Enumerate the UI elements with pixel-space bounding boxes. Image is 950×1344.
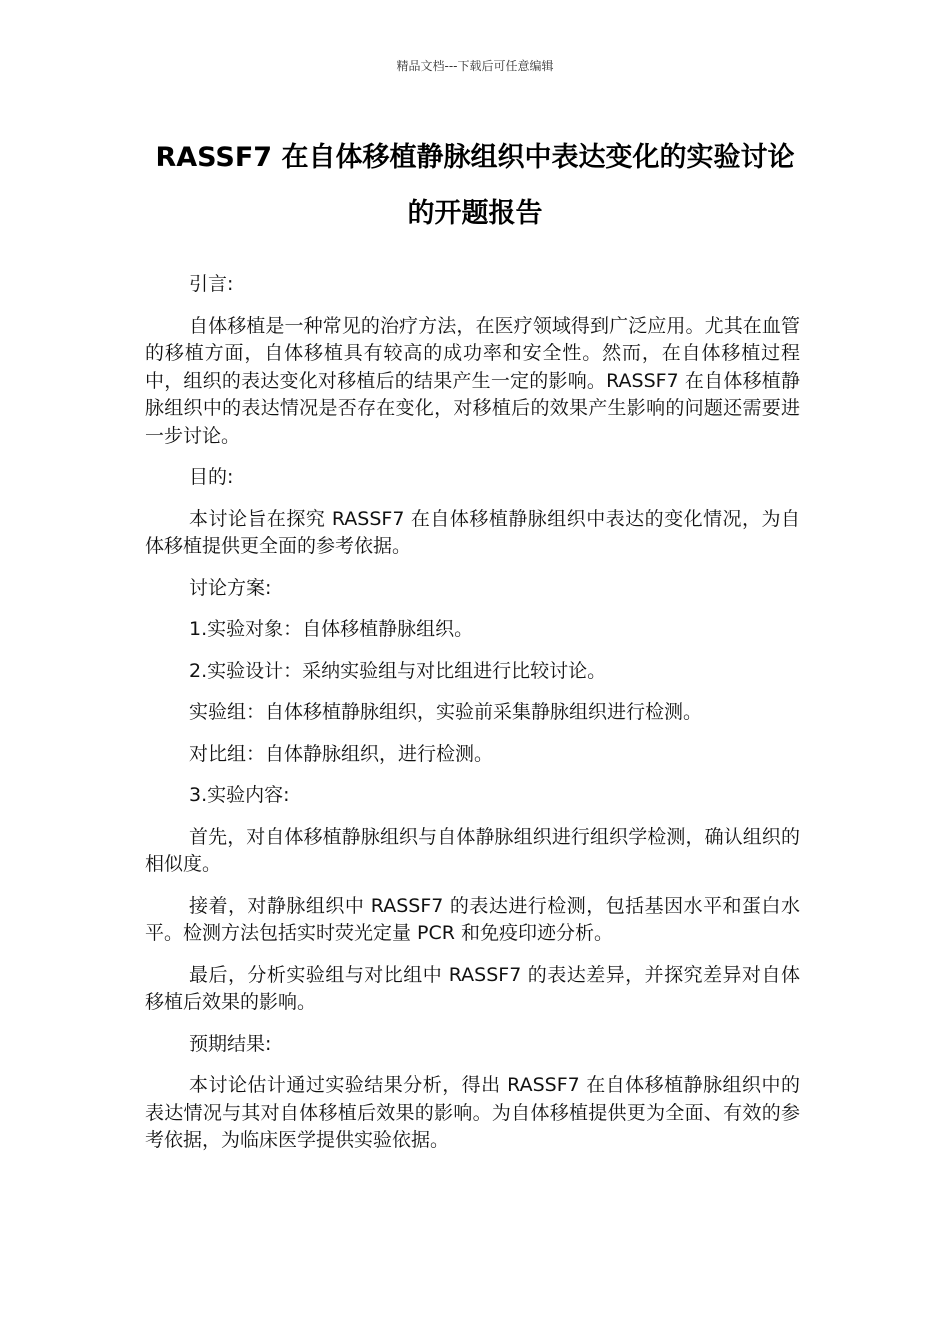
paragraph-intro: 自体移植是一种常见的治疗方法，在医疗领域得到广泛应用。尤其在血管的移植方面，自体移植具有较高的成功率和安全性。然而，在自体移植过程中，组织的表达变化对移植后的结果产生一定的影响。RASSF7 在自体移植静脉组织中的表达情况是否存在变化，对移植后的效果产生影响的问题还需要进一步讨论。 (145, 314, 800, 447)
section-heading-results: 预期结果: (189, 1032, 272, 1055)
paragraph-purpose: 本讨论旨在探究 RASSF7 在自体移植静脉组织中表达的变化情况，为自体移植提供更全面的参考依据。 (145, 507, 800, 557)
document-title: RASSF7 在自体移植静脉组织中表达变化的实验讨论的开题报告 (155, 142, 795, 229)
section-heading-purpose: 目的: (189, 466, 234, 488)
header-note: 精品文档---下载后可任意编辑 (396, 59, 554, 73)
plan-item-content: 3.实验内容: (189, 784, 290, 806)
paragraph-step-next: 接着，对静脉组织中 RASSF7 的表达进行检测，包括基因水平和蛋白水平。检测方法包括实时荧光定量 PCR 和免疫印迹分析。 (145, 894, 800, 944)
paragraph-step-last: 最后，分析实验组与对比组中 RASSF7 的表达差异，并探究差异对自体移植后效果的影响。 (145, 963, 800, 1013)
plan-experimental-group: 实验组：自体移植静脉组织，实验前采集静脉组织进行检测。 (189, 701, 703, 723)
section-heading-plan: 讨论方案: (189, 576, 272, 599)
paragraph-results: 本讨论估计通过实验结果分析，得出 RASSF7 在自体移植静脉组织中的表达情况与其对自体移植后效果的影响。为自体移植提供更为全面、有效的参考依据，为临床医学提供实验依据。 (145, 1074, 800, 1151)
plan-control-group: 对比组：自体静脉组织，进行检测。 (189, 742, 494, 765)
section-heading-intro: 引言: (189, 273, 234, 295)
paragraph-step-first: 首先，对自体移植静脉组织与自体静脉组织进行组织学检测，确认组织的相似度。 (145, 825, 800, 875)
plan-item-design: 2.实验设计：采纳实验组与对比组进行比较讨论。 (189, 659, 607, 682)
plan-item-subjects: 1.实验对象：自体移植静脉组织。 (189, 618, 474, 640)
document-body (145, 271, 800, 1169)
